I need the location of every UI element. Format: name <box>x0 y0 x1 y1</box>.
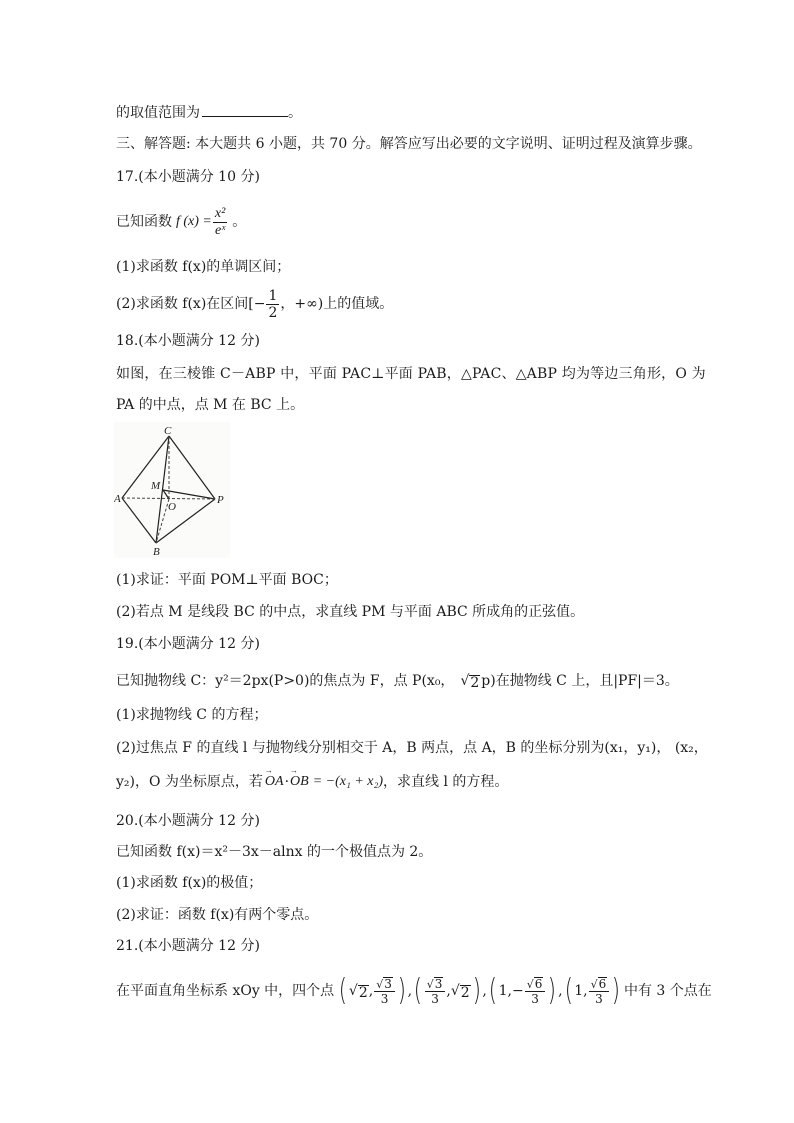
point2-right-paren: ) <box>472 973 481 1008</box>
point3-right-paren: ) <box>548 973 557 1008</box>
q17-function-name: f (x) = <box>176 214 212 229</box>
q18-stem-line2: PA 的中点，点 M 在 BC 上。 <box>116 397 305 413</box>
point4-frac-den: 3 <box>595 992 603 1007</box>
label-P: P <box>217 494 224 506</box>
segment-MP <box>163 490 215 499</box>
separator-1: , <box>407 983 413 999</box>
q17-denominator: eˣ <box>215 222 226 238</box>
point3-frac-num: 6 <box>534 976 543 991</box>
q19-header: 19.(本小题满分 12 分) <box>116 636 260 652</box>
point2-sqrt <box>451 981 471 1001</box>
point1-frac-radical: √ <box>376 978 384 992</box>
q19-sqrt-arg: 2 <box>470 675 480 692</box>
point2-comma: , <box>446 983 451 999</box>
answer-blank[interactable] <box>202 102 288 117</box>
q20-part2: (2)求证：函数 f(x)有两个零点。 <box>116 907 319 923</box>
edge-AB <box>122 498 156 543</box>
vector-OA: → OA <box>265 772 284 792</box>
q19-radical-sign: √ <box>460 673 470 689</box>
q20-header: 20.(本小题满分 12 分) <box>116 813 260 829</box>
point2-radical: √ <box>450 983 460 999</box>
label-A: A <box>114 493 121 505</box>
dot-operator: · <box>284 774 290 790</box>
q21-stem-suffix: 中有 3 个点在 <box>623 983 712 999</box>
point2-frac-num: 3 <box>434 976 443 991</box>
point3-left-paren: ( <box>488 973 497 1008</box>
point4-frac-num: 6 <box>598 976 607 991</box>
point2-fraction <box>425 977 446 1006</box>
tetrahedron-figure <box>114 422 230 558</box>
point1-frac-num: 3 <box>384 976 392 991</box>
point1-sqrt-arg: 2 <box>358 985 368 1002</box>
q17-part2 <box>116 286 393 322</box>
point4-right-paren: ) <box>612 973 621 1008</box>
point4-fraction <box>589 977 610 1006</box>
point1-radical: √ <box>348 983 358 999</box>
q19-part2-line2-a: y₂)，O 为坐标原点，若 <box>116 774 263 790</box>
q17-part2-prefix: (2)求函数 f(x)在区间[− <box>116 296 266 312</box>
label-B: B <box>153 546 160 558</box>
label-M: M <box>151 480 161 492</box>
section-3-heading: 三、解答题: 本大题共 6 小题，共 70 分。解答应写出必要的文字说明、证明过程及演算步骤。 <box>116 136 702 152</box>
q17-part2-fraction <box>266 289 279 320</box>
point4-left-paren: ( <box>564 973 573 1008</box>
q18-stem-line1: 如图，在三棱锥 C－ABP 中，平面 PAC⊥平面 PAB，△PAC、△ABP 均为等边三角形，O 为 <box>116 366 706 382</box>
point1-frac-den: 3 <box>380 992 389 1007</box>
q21-header: 21.(本小题满分 12 分) <box>116 938 260 954</box>
point2-left-paren: ( <box>413 973 422 1008</box>
edge-PB <box>156 499 215 543</box>
vector-OB: → OB <box>290 772 309 792</box>
q19-part2-line2 <box>116 772 508 792</box>
q17-stem-prefix: 已知函数 <box>116 214 172 230</box>
point1-comma: , <box>368 983 374 999</box>
q17-header: 17.(本小题满分 10 分) <box>116 169 260 185</box>
edge-CA <box>122 436 169 498</box>
q17-stem-suffix: 。 <box>232 214 247 230</box>
point3-fraction <box>525 977 546 1006</box>
q20-part1: (1)求函数 f(x)的极值； <box>116 875 263 891</box>
q16-tail-period: 。 <box>288 105 302 121</box>
q16-tail-line <box>116 102 302 123</box>
point1-right-paren: ) <box>397 973 406 1008</box>
point3-frac-den: 3 <box>531 992 539 1007</box>
q19-part2-line1: (2)过焦点 F 的直线 l 与抛物线分别相交于 A，B 两点，点 A，B 的坐标分别为(x₁，y₁)， (x₂， <box>116 740 708 756</box>
q17-part2-denominator: 2 <box>268 304 278 321</box>
q17-part1: (1)求函数 f(x)的单调区间； <box>116 259 291 275</box>
point1-sqrt <box>349 981 369 1001</box>
point4-frac-radical: √ <box>590 978 598 992</box>
q18-header: 18.(本小题满分 12 分) <box>116 333 260 349</box>
separator-3: , <box>558 983 563 999</box>
point1-fraction <box>374 977 395 1006</box>
point2-frac-den: 3 <box>431 992 439 1007</box>
q18-part1: (1)求证：平面 POM⊥平面 BOC； <box>116 572 338 588</box>
point3-frac-radical: √ <box>526 978 534 992</box>
point3-prefix: 1,− <box>498 983 524 999</box>
point2-sqrt-arg: 2 <box>460 985 470 1002</box>
separator-2: , <box>482 983 487 999</box>
q19-stem-a: 已知抛物线 C：y²＝2px(P>0)的焦点为 F，点 P(x₀， <box>116 673 455 689</box>
point4-prefix: 1, <box>574 983 588 999</box>
q16-tail-text: 的取值范围为 <box>116 105 200 121</box>
q17-part2-suffix: ，+∞)上的值域。 <box>280 296 394 312</box>
q21-stem-prefix: 在平面直角坐标系 xOy 中，四个点 <box>116 983 335 999</box>
tetrahedron-diagram <box>114 422 230 558</box>
q19-stem <box>116 671 679 691</box>
label-O: O <box>168 501 176 513</box>
point1-left-paren: ( <box>338 973 348 1008</box>
q21-stem <box>116 968 712 1014</box>
q19-stem-b: p)在抛物线 C 上，且|PF|＝3。 <box>481 673 679 689</box>
q19-part2-line2-b: ，求直线 l 的方程。 <box>383 774 509 790</box>
edge-CP <box>169 436 215 499</box>
q17-part2-numerator: 1 <box>268 287 278 304</box>
q20-stem: 已知函数 f(x)＝x²－3x－alnx 的一个极值点为 2。 <box>116 844 433 860</box>
q18-part2: (2)若点 M 是线段 BC 的中点，求直线 PM 与平面 ABC 所成角的正弦值。 <box>116 604 585 620</box>
q17-fraction <box>213 207 227 238</box>
q19-sqrt <box>460 671 480 691</box>
q19-equation: = −(x₁ + x₂) <box>312 774 384 789</box>
q17-numerator: x² <box>214 205 226 221</box>
q17-stem <box>116 204 246 240</box>
point2-frac-radical: √ <box>426 978 434 992</box>
label-C: C <box>164 425 172 437</box>
q19-part1: (1)求抛物线 C 的方程； <box>116 707 268 723</box>
